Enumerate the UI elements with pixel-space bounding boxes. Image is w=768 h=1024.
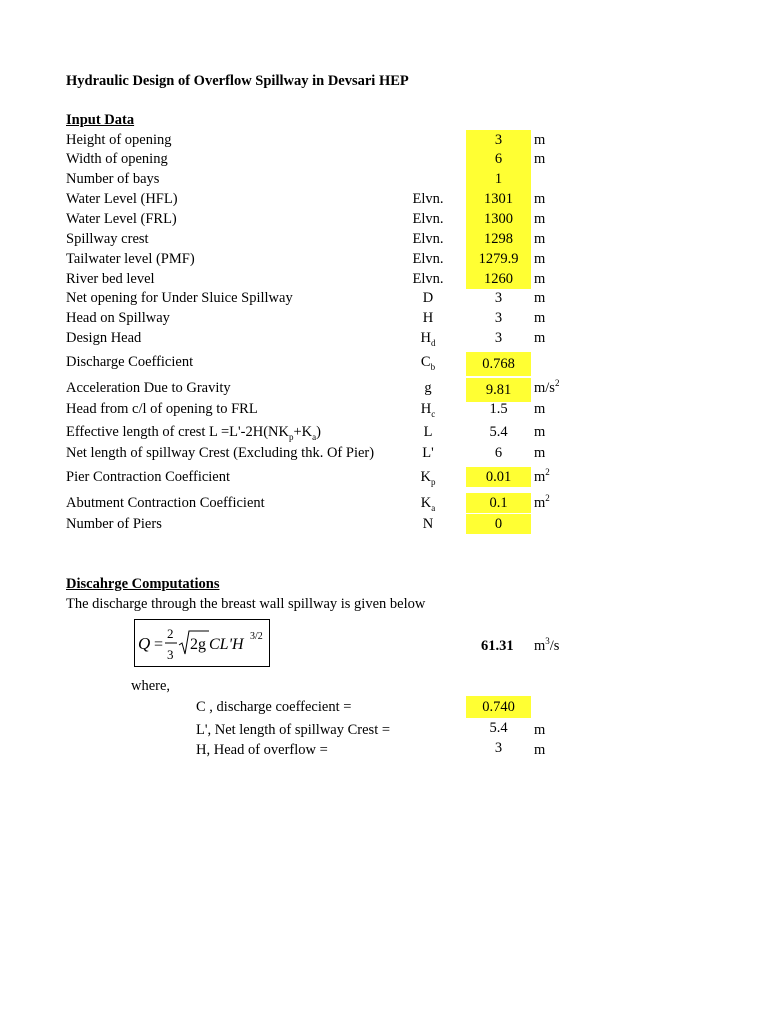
input-symbol: $C_b$ [420, 354, 436, 372]
discharge-result-value: 61.31 [481, 638, 514, 654]
input-label: Spillway crest [66, 231, 149, 247]
formula-radicand: 2g [190, 636, 206, 653]
discharge-param-unit: m [534, 742, 546, 758]
input-symbol: Elvn. [412, 231, 444, 247]
input-unit: m [534, 191, 546, 207]
input-label: Number of bays [66, 171, 160, 187]
input-unit: $m^2$ [534, 493, 550, 511]
input-label: Width of opening [66, 151, 168, 167]
discharge-formula [134, 619, 270, 667]
formula-exponent: 3/2 [250, 631, 263, 642]
input-value-cell[interactable]: 5.4 [489, 424, 508, 440]
input-unit: m [534, 310, 546, 326]
input-label: Head from c/l of opening to FRL [66, 401, 258, 417]
input-symbol: N [422, 516, 434, 532]
input-value-cell[interactable]: 1298 [466, 229, 531, 249]
input-unit: m [534, 132, 546, 148]
input-value-cell[interactable]: 1301 [466, 189, 531, 209]
input-symbol: Elvn. [412, 251, 444, 267]
discharge-result-unit: $m^3/s$ [534, 636, 560, 654]
input-label: Discharge Coefficient [66, 354, 194, 370]
input-label: Water Level (FRL) [66, 211, 177, 227]
input-label: Abutment Contraction Coefficient [66, 495, 265, 511]
discharge-param-label: C , discharge coeffecient = [196, 699, 352, 715]
input-unit: m [534, 424, 546, 440]
input-unit: $m^2$ [534, 467, 550, 485]
input-value-cell[interactable]: 3 [494, 310, 503, 326]
input-value-cell[interactable]: 1300 [466, 209, 531, 229]
formula-rest: CL'H [209, 636, 244, 653]
input-value-cell[interactable]: 3 [466, 130, 531, 150]
input-symbol: D [422, 290, 434, 306]
discharge-param-label: L', Net length of spillway Crest = [196, 722, 391, 738]
input-label: Number of Piers [66, 516, 162, 532]
discharge-heading: Discahrge Computations [66, 576, 220, 592]
input-label: Net opening for Under Sluice Spillway [66, 290, 293, 306]
where-label: where, [131, 678, 171, 694]
input-value-cell[interactable]: 0.1 [466, 493, 531, 513]
input-value-cell[interactable]: 0 [466, 514, 531, 534]
input-symbol: Elvn. [412, 211, 444, 227]
input-value-cell[interactable]: 0.768 [466, 352, 531, 376]
input-unit: m [534, 290, 546, 306]
input-symbol: H [422, 310, 434, 326]
input-label: River bed level [66, 271, 155, 287]
input-symbol: L [423, 424, 433, 440]
input-label: Pier Contraction Coefficient [66, 469, 231, 485]
input-value-cell[interactable]: 0.01 [466, 467, 531, 487]
input-label: Design Head [66, 330, 142, 346]
input-label: Water Level (HFL) [66, 191, 178, 207]
input-unit: m [534, 330, 546, 346]
formula-lhs: Q [138, 634, 151, 653]
formula-graphic [135, 620, 269, 666]
discharge-description: The discharge through the breast wall spillway is given below [66, 596, 426, 612]
input-label: Tailwater level (PMF) [66, 251, 195, 267]
input-unit: m [534, 401, 546, 417]
input-symbol: Elvn. [412, 191, 444, 207]
input-symbol: $K_p$ [420, 469, 436, 487]
input-unit: m [534, 251, 546, 267]
input-data-heading: Input Data [66, 112, 135, 128]
input-value-cell[interactable]: 9.81 [466, 378, 531, 402]
input-value-cell[interactable]: 6 [466, 149, 531, 169]
document-title: Hydraulic Design of Overflow Spillway in Devsari HEP [66, 73, 409, 89]
input-value-cell[interactable]: 1279.9 [466, 249, 531, 269]
input-label: Effective length of crest $L =L'-2H(NK_p+K_a)$ [66, 424, 321, 442]
input-unit: m [534, 231, 546, 247]
discharge-param-value[interactable]: 5.4 [489, 720, 508, 736]
input-symbol: L' [422, 445, 434, 461]
input-label: Acceleration Due to Gravity [66, 380, 231, 396]
input-symbol: $K_a$ [420, 495, 436, 513]
formula-numerator: 2 [167, 626, 174, 641]
input-symbol: $H_c$ [420, 401, 436, 419]
input-unit: m [534, 151, 546, 167]
discharge-param-value[interactable]: 3 [494, 740, 503, 756]
discharge-param-unit: m [534, 722, 546, 738]
input-unit: m [534, 211, 546, 227]
input-label: Head on Spillway [66, 310, 170, 326]
input-unit: $m/s^2$ [534, 378, 560, 396]
input-unit: m [534, 445, 546, 461]
input-label: Height of opening [66, 132, 172, 148]
input-value-cell[interactable]: 6 [494, 445, 503, 461]
input-value-cell[interactable]: 1.5 [489, 401, 508, 417]
discharge-param-value[interactable]: 0.740 [466, 696, 531, 718]
formula-denominator: 3 [167, 647, 174, 662]
input-value-cell[interactable]: 1 [466, 169, 531, 189]
input-value-cell[interactable]: 1260 [466, 269, 531, 289]
input-value-cell[interactable]: 3 [494, 330, 503, 346]
input-value-cell[interactable]: 3 [494, 290, 503, 306]
formula-eq: = [154, 636, 164, 653]
input-symbol: g [424, 380, 432, 396]
discharge-param-label: H, Head of overflow = [196, 742, 328, 758]
input-symbol: Elvn. [412, 271, 444, 287]
input-unit: m [534, 271, 546, 287]
input-label: Net length of spillway Crest (Excluding thk. Of Pier) [66, 445, 375, 461]
input-symbol: $H_d$ [420, 330, 436, 348]
